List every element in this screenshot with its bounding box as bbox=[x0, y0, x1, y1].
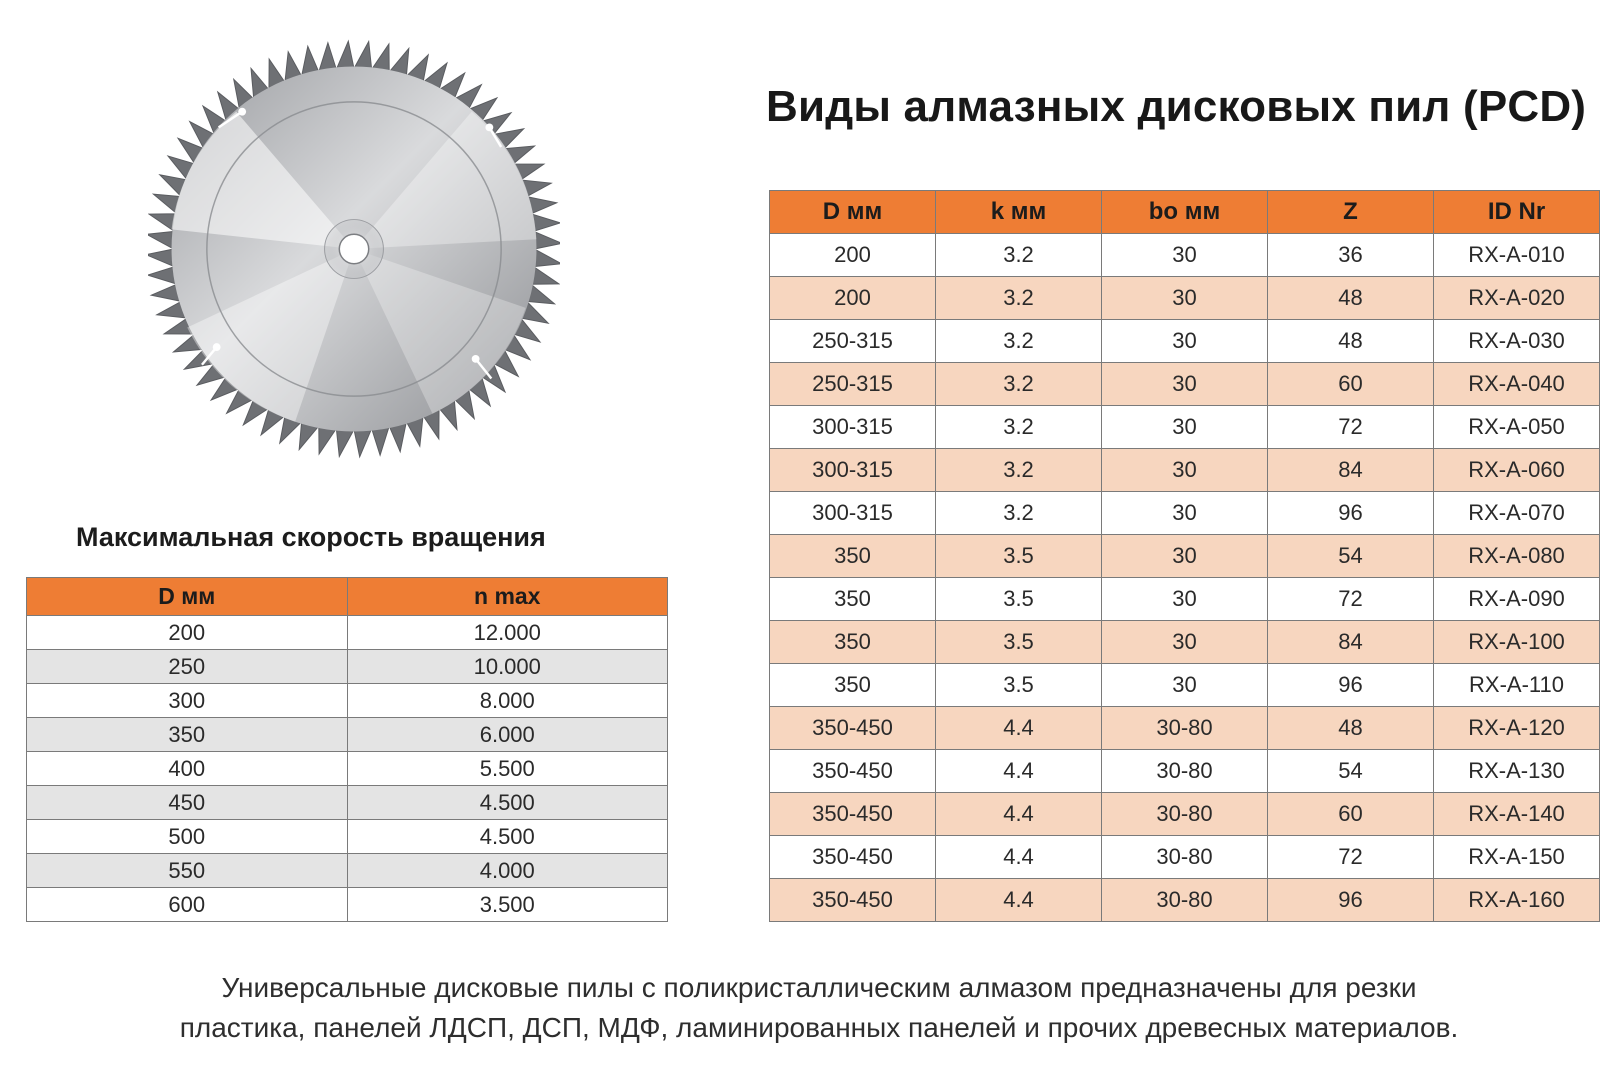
table-cell: 350 bbox=[770, 535, 936, 578]
table-cell: 4.4 bbox=[936, 836, 1102, 879]
table-cell: 250-315 bbox=[770, 363, 936, 406]
table-cell: 30 bbox=[1102, 363, 1268, 406]
table-cell: 72 bbox=[1268, 406, 1434, 449]
table-cell: 30 bbox=[1102, 492, 1268, 535]
table-cell: 4.4 bbox=[936, 707, 1102, 750]
table-cell: 48 bbox=[1268, 320, 1434, 363]
column-header: D мм bbox=[27, 578, 348, 616]
table-cell: 6.000 bbox=[347, 718, 668, 752]
table-header-row bbox=[770, 191, 1600, 234]
table-row bbox=[770, 234, 1600, 277]
table-row bbox=[770, 664, 1600, 707]
table-cell: 450 bbox=[27, 786, 348, 820]
table-cell: 3.2 bbox=[936, 234, 1102, 277]
table-cell: 3.2 bbox=[936, 406, 1102, 449]
table-cell: 550 bbox=[27, 854, 348, 888]
table-row bbox=[770, 535, 1600, 578]
table-cell: 250-315 bbox=[770, 320, 936, 363]
table-cell: RX-A-150 bbox=[1434, 836, 1600, 879]
table-cell: 96 bbox=[1268, 879, 1434, 922]
table-row bbox=[27, 820, 668, 854]
table-cell: 350 bbox=[770, 621, 936, 664]
table-cell: 30-80 bbox=[1102, 750, 1268, 793]
table-row bbox=[770, 277, 1600, 320]
description-line: Универсальные дисковые пилы с поликристаллическим алмазом предназначены для резки bbox=[221, 972, 1417, 1003]
table-cell: 500 bbox=[27, 820, 348, 854]
table-cell: 54 bbox=[1268, 750, 1434, 793]
table-cell: 84 bbox=[1268, 621, 1434, 664]
table-row bbox=[770, 578, 1600, 621]
table-cell: 30-80 bbox=[1102, 793, 1268, 836]
table-row bbox=[27, 752, 668, 786]
column-header: bo мм bbox=[1102, 191, 1268, 234]
table-cell: RX-A-070 bbox=[1434, 492, 1600, 535]
table-cell: 3.2 bbox=[936, 320, 1102, 363]
table-cell: 200 bbox=[770, 234, 936, 277]
table-cell: 4.500 bbox=[347, 786, 668, 820]
table-cell: 3.2 bbox=[936, 492, 1102, 535]
table-header-row bbox=[27, 578, 668, 616]
table-cell: 200 bbox=[27, 616, 348, 650]
table-cell: 48 bbox=[1268, 707, 1434, 750]
table-cell: 3.5 bbox=[936, 621, 1102, 664]
column-header: Z bbox=[1268, 191, 1434, 234]
table-cell: 5.500 bbox=[347, 752, 668, 786]
table-cell: RX-A-020 bbox=[1434, 277, 1600, 320]
table-cell: 72 bbox=[1268, 578, 1434, 621]
table-cell: 3.5 bbox=[936, 664, 1102, 707]
table-cell: 84 bbox=[1268, 449, 1434, 492]
arbor-hole bbox=[339, 234, 368, 263]
description-line: пластика, панелей ЛДСП, ДСП, МДФ, ламинированных панелей и прочих древесных материалов. bbox=[179, 1012, 1459, 1043]
table-row bbox=[770, 320, 1600, 363]
column-header: n max bbox=[347, 578, 668, 616]
table-cell: 4.4 bbox=[936, 750, 1102, 793]
table-row bbox=[27, 616, 668, 650]
table-cell: 30-80 bbox=[1102, 836, 1268, 879]
table-cell: RX-A-120 bbox=[1434, 707, 1600, 750]
table-cell: 96 bbox=[1268, 492, 1434, 535]
table-cell: 4.4 bbox=[936, 793, 1102, 836]
table-row bbox=[770, 879, 1600, 922]
table-row bbox=[770, 406, 1600, 449]
table-row bbox=[27, 718, 668, 752]
table-cell: 30-80 bbox=[1102, 879, 1268, 922]
table-row bbox=[770, 836, 1600, 879]
table-cell: RX-A-100 bbox=[1434, 621, 1600, 664]
speed-table-title: Максимальная скорость вращения bbox=[76, 522, 546, 552]
table-cell: 30 bbox=[1102, 449, 1268, 492]
table-cell: 30 bbox=[1102, 535, 1268, 578]
table-row bbox=[770, 793, 1600, 836]
table-cell: 4.4 bbox=[936, 879, 1102, 922]
table-cell: RX-A-040 bbox=[1434, 363, 1600, 406]
table-cell: RX-A-050 bbox=[1434, 406, 1600, 449]
table-cell: 30 bbox=[1102, 621, 1268, 664]
table-cell: 4.000 bbox=[347, 854, 668, 888]
table-cell: 12.000 bbox=[347, 616, 668, 650]
table-cell: 60 bbox=[1268, 363, 1434, 406]
table-cell: 30 bbox=[1102, 234, 1268, 277]
table-cell: 350-450 bbox=[770, 836, 936, 879]
column-header: D мм bbox=[770, 191, 936, 234]
table-cell: 350 bbox=[770, 578, 936, 621]
table-cell: 10.000 bbox=[347, 650, 668, 684]
table-cell: 4.500 bbox=[347, 820, 668, 854]
table-cell: 96 bbox=[1268, 664, 1434, 707]
pcd-saw-types-table bbox=[769, 190, 1600, 922]
table-cell: 250 bbox=[27, 650, 348, 684]
table-cell: 8.000 bbox=[347, 684, 668, 718]
table-cell: 350-450 bbox=[770, 879, 936, 922]
table-cell: 300 bbox=[27, 684, 348, 718]
table-cell: 3.5 bbox=[936, 578, 1102, 621]
table-row bbox=[770, 449, 1600, 492]
column-header: k мм bbox=[936, 191, 1102, 234]
table-cell: RX-A-060 bbox=[1434, 449, 1600, 492]
table-cell: 200 bbox=[770, 277, 936, 320]
table-cell: 600 bbox=[27, 888, 348, 922]
description-text bbox=[40, 968, 1598, 1048]
table-row bbox=[770, 750, 1600, 793]
table-cell: 60 bbox=[1268, 793, 1434, 836]
table-cell: RX-A-080 bbox=[1434, 535, 1600, 578]
table-cell: RX-A-090 bbox=[1434, 578, 1600, 621]
table-cell: 350 bbox=[770, 664, 936, 707]
saw-blade-image bbox=[148, 32, 560, 466]
table-row bbox=[770, 492, 1600, 535]
table-cell: 30 bbox=[1102, 277, 1268, 320]
table-cell: 3.500 bbox=[347, 888, 668, 922]
max-speed-table bbox=[26, 577, 668, 922]
table-cell: 30 bbox=[1102, 664, 1268, 707]
table-cell: RX-A-010 bbox=[1434, 234, 1600, 277]
table-cell: 30 bbox=[1102, 320, 1268, 363]
table-row bbox=[770, 707, 1600, 750]
table-cell: RX-A-140 bbox=[1434, 793, 1600, 836]
table-cell: RX-A-130 bbox=[1434, 750, 1600, 793]
table-cell: 3.5 bbox=[936, 535, 1102, 578]
table-cell: 3.2 bbox=[936, 449, 1102, 492]
table-cell: 350 bbox=[27, 718, 348, 752]
table-row bbox=[27, 888, 668, 922]
column-header: ID Nr bbox=[1434, 191, 1600, 234]
table-cell: RX-A-160 bbox=[1434, 879, 1600, 922]
table-cell: 54 bbox=[1268, 535, 1434, 578]
table-cell: 300-315 bbox=[770, 406, 936, 449]
table-row bbox=[27, 650, 668, 684]
table-row bbox=[27, 786, 668, 820]
table-cell: 30-80 bbox=[1102, 707, 1268, 750]
table-cell: RX-A-030 bbox=[1434, 320, 1600, 363]
table-cell: 400 bbox=[27, 752, 348, 786]
table-cell: 300-315 bbox=[770, 449, 936, 492]
table-cell: 350-450 bbox=[770, 793, 936, 836]
table-cell: 36 bbox=[1268, 234, 1434, 277]
table-cell: 300-315 bbox=[770, 492, 936, 535]
table-cell: 3.2 bbox=[936, 363, 1102, 406]
table-row bbox=[27, 684, 668, 718]
table-row bbox=[770, 363, 1600, 406]
page-title: Виды алмазных дисковых пил (PCD) bbox=[766, 82, 1587, 131]
table-row bbox=[770, 621, 1600, 664]
table-cell: 350-450 bbox=[770, 750, 936, 793]
table-row bbox=[27, 854, 668, 888]
table-cell: 48 bbox=[1268, 277, 1434, 320]
table-cell: 72 bbox=[1268, 836, 1434, 879]
table-cell: 3.2 bbox=[936, 277, 1102, 320]
table-cell: 30 bbox=[1102, 406, 1268, 449]
table-cell: RX-A-110 bbox=[1434, 664, 1600, 707]
table-cell: 350-450 bbox=[770, 707, 936, 750]
table-cell: 30 bbox=[1102, 578, 1268, 621]
